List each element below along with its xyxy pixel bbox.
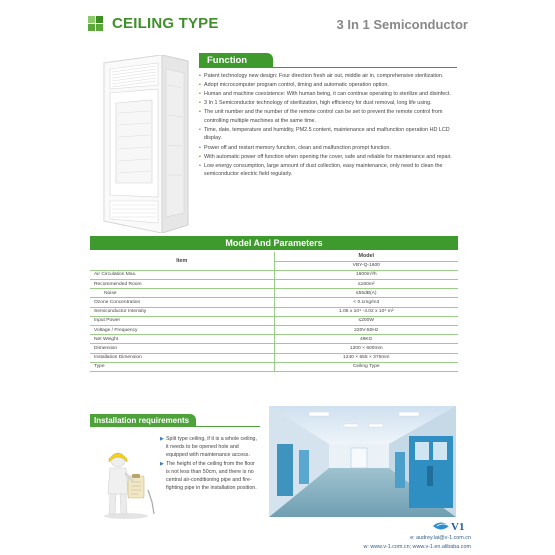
installation-item: ▶ The height of the ceiling from the floor is not less than 50cm, and there is no central air-conditioning pipe and fire-fighting pipe in the installation position. — [160, 461, 257, 491]
function-section-title: Function — [199, 53, 273, 68]
param-name: Recommended Room — [90, 280, 274, 289]
table-row — [90, 362, 458, 371]
hospital-corridor-photo — [269, 406, 456, 517]
page-header — [88, 14, 468, 36]
installation-list — [160, 435, 260, 493]
installation-item: ▶ Split type ceiling, if it is a whole ceiling, it needs to be opened hole and equipped with maintenance access. — [160, 436, 257, 458]
param-name: Ozone Concentration — [90, 298, 274, 307]
function-item: • Power off and restart memory function, clean and malfunction prompt function. — [199, 144, 391, 151]
function-item: • With automatic power off function when opening the cover, safe and reliable for maintenance and repair. — [199, 153, 452, 160]
page-title: CEILING TYPE — [112, 15, 219, 32]
params-section-title: Model And Parameters — [90, 236, 458, 250]
param-name: Voltage / Frequency — [90, 326, 274, 335]
param-value: 1200 × 600mm — [274, 344, 458, 353]
param-value: Ceiling Type — [274, 362, 458, 371]
param-value: ≤200W — [274, 316, 458, 325]
param-name: Installation Dimension — [90, 353, 274, 362]
function-item: • Time, date, temperature and humidity, PM2.5 content, maintenance and malfunction operation HD LCD display. — [199, 126, 450, 142]
param-value: 49KG — [274, 335, 458, 344]
params-table — [90, 252, 458, 372]
table-row — [90, 270, 458, 279]
param-value: 220V-50Hz — [274, 326, 458, 335]
installation-section-title: Installation requirements — [90, 414, 196, 427]
contact-website: w: www.v-1.com.cn; www.v-1.en.alibaba.com — [363, 544, 471, 550]
contact-footer — [241, 518, 471, 550]
param-value: 1600m³/h — [274, 270, 458, 279]
param-name: Net Weight — [90, 335, 274, 344]
param-name: Type — [90, 362, 274, 371]
table-row — [90, 326, 458, 335]
table-row — [90, 307, 458, 316]
param-name: Noise — [90, 289, 274, 298]
ceiling-unit-illustration — [96, 55, 192, 233]
brand-text: V1 — [451, 521, 465, 533]
function-item: • Patent technology new design: Four direction fresh air out, middle air in, comprehensive sterilization. — [199, 73, 444, 79]
contact-email: e: audrey.lai@v-1.com.cn — [410, 535, 471, 541]
model-column-header: Model — [274, 252, 458, 261]
logo-squares-icon — [88, 16, 108, 34]
param-name: Air Circulation Max. — [90, 270, 274, 279]
page-subtitle: 3 In 1 Semiconductor — [336, 17, 468, 32]
table-row — [90, 280, 458, 289]
model-name: VBY-Q-1600 — [274, 261, 458, 270]
function-divider — [199, 67, 457, 68]
param-name: Dimension — [90, 344, 274, 353]
company-logo — [431, 518, 471, 534]
function-list — [199, 72, 461, 179]
param-name: Input Power — [90, 316, 274, 325]
table-row — [90, 353, 458, 362]
table-row — [90, 316, 458, 325]
function-item: • Adopt microcomputer program control, timing and automatic operation option. — [199, 82, 389, 89]
function-item: • Human and machine coexistence: With human being, it can continue operating to sterilize and disinfect. — [199, 91, 451, 98]
param-value: ≤160m² — [274, 280, 458, 289]
param-name: Semiconductor Intensity — [90, 307, 274, 316]
table-row — [90, 344, 458, 353]
worker-figure-illustration — [96, 450, 158, 520]
param-value: < 0.1mg/m3 — [274, 298, 458, 307]
function-item: • 3 In 1 Semiconductor technology of sterilization, high efficiency for dust removal, long life using. — [199, 100, 432, 107]
table-row — [90, 335, 458, 344]
function-item: • The unit number and the number of the remote control can be set to prevent the remote control from controlling multiple machines at the same time. — [199, 109, 443, 124]
param-value: ≤55dB(A) — [274, 289, 458, 298]
table-row — [90, 289, 458, 298]
table-row — [90, 298, 458, 307]
function-item: • Low energy consumption, large amount of dust collection, easy maintenance, only need to clean the semiconductor electric field regularly. — [199, 162, 443, 178]
param-value: 1.05 x 10⁴ -4.02 x 10⁴ m² — [274, 307, 458, 316]
item-column-header: Item — [90, 252, 274, 270]
param-value: 1240 × 655 × 375mm — [274, 353, 458, 362]
installation-divider — [90, 426, 260, 427]
table-header-row — [90, 252, 458, 261]
